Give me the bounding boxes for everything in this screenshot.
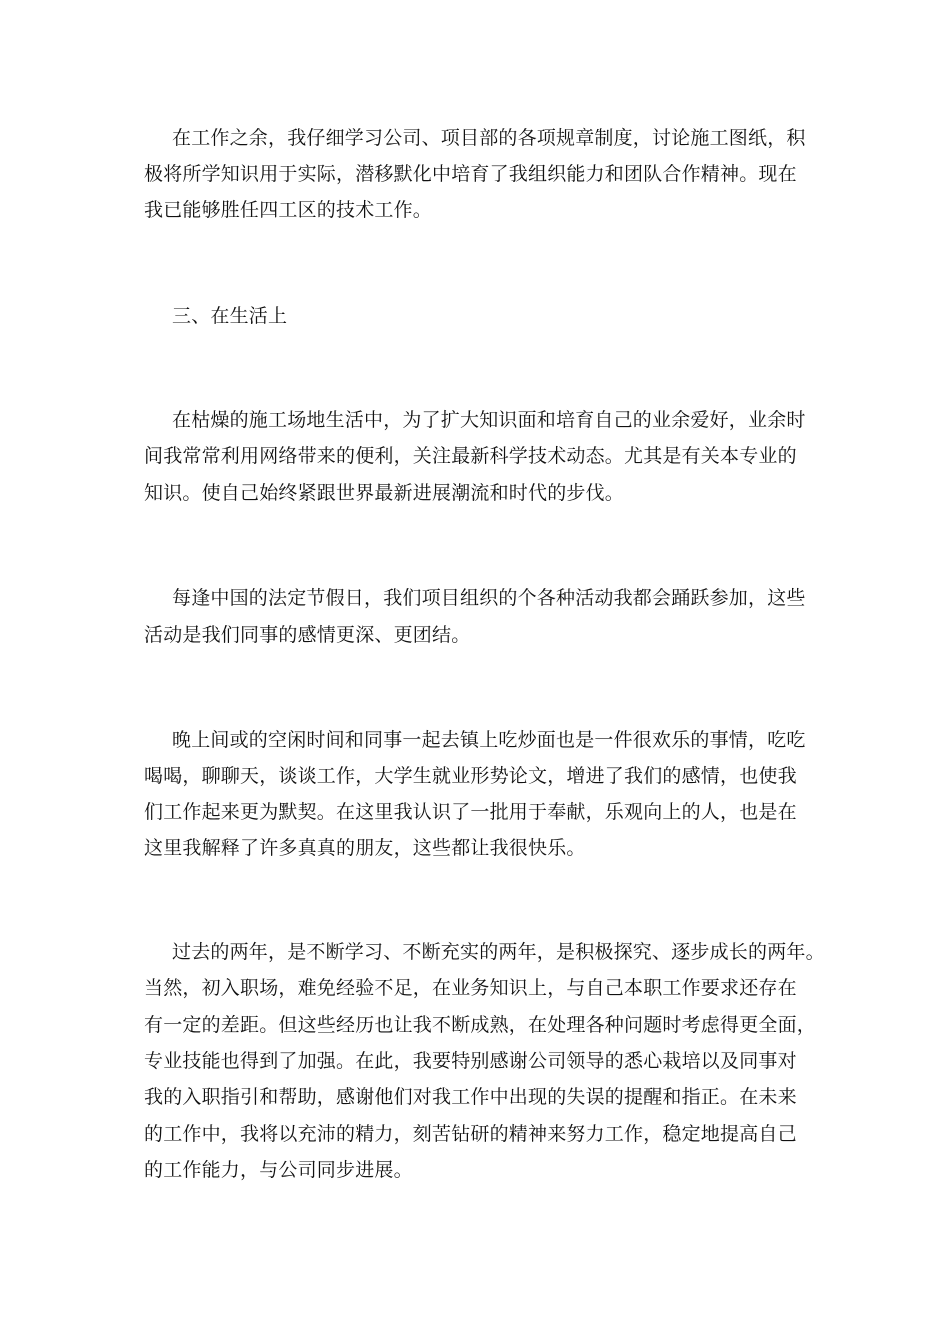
- paragraph-1-line-2: 极将所学知识用于实际，潜移默化中培育了我组织能力和团队合作精神。现在: [144, 163, 797, 185]
- paragraph-3-line-1: 每逢中国的法定节假日，我们项目组织的个各种活动我都会踊跃参加，这些: [172, 587, 806, 609]
- paragraph-5-line-5: 我的入职指引和帮助，感谢他们对我工作中出现的失误的提醒和指正。在未来: [144, 1086, 797, 1108]
- paragraph-5-line-7: 的工作能力，与公司同步进展。: [144, 1159, 413, 1181]
- paragraph-5-line-4: 专业技能也得到了加强。在此，我要特别感谢公司领导的悉心栽培以及同事对: [144, 1050, 797, 1072]
- section-heading: 三、在生活上: [172, 305, 288, 327]
- paragraph-2-line-2: 间我常常利用网络带来的便利，关注最新科学技术动态。尤其是有关本专业的: [144, 445, 797, 467]
- paragraph-4-line-4: 这里我解释了许多真真的朋友，这些都让我很快乐。: [144, 837, 586, 859]
- paragraph-2-line-3: 知识。使自己始终紧跟世界最新进展潮流和时代的步伐。: [144, 482, 625, 504]
- paragraph-5-line-2: 当然，初入职场，难免经验不足，在业务知识上，与自己本职工作要求还存在: [144, 977, 797, 999]
- paragraph-4-line-2: 喝喝，聊聊天，谈谈工作，大学生就业形势论文，增进了我们的感情，也使我: [144, 765, 797, 787]
- paragraph-3-line-2: 活动是我们同事的感情更深、更团结。: [144, 624, 471, 646]
- paragraph-5-line-3: 有一定的差距。但这些经历也让我不断成熟，在处理各种问题时考虑得更全面，: [144, 1014, 817, 1036]
- paragraph-1-line-1: 在工作之余，我仔细学习公司、项目部的各项规章制度，讨论施工图纸，积: [172, 127, 806, 149]
- paragraph-2-line-1: 在枯燥的施工场地生活中，为了扩大知识面和培育自己的业余爱好，业余时: [172, 409, 806, 431]
- paragraph-5-line-6: 的工作中，我将以充沛的精力，刻苦钻研的精神来努力工作，稳定地提高自己: [144, 1123, 797, 1145]
- paragraph-1-line-3: 我已能够胜任四工区的技术工作。: [144, 199, 433, 221]
- paragraph-4-line-3: 们工作起来更为默契。在这里我认识了一批用于奉献，乐观向上的人，也是在: [144, 801, 797, 823]
- paragraph-4-line-1: 晚上间或的空闲时间和同事一起去镇上吃炒面也是一件很欢乐的事情，吃吃: [172, 729, 806, 751]
- paragraph-5-line-1: 过去的两年，是不断学习、不断充实的两年，是积极探究、逐步成长的两年。: [172, 941, 825, 963]
